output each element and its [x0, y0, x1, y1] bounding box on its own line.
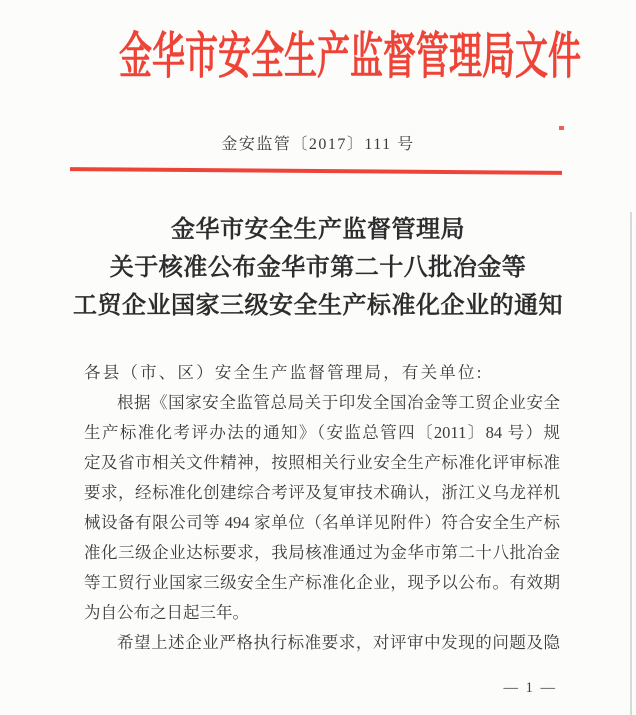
title-line: 关于核准公布金华市第二十八批冶金等: [109, 255, 527, 281]
body-line: 械设备有限公司等 494 家单位（名单详见附件）符合安全生产标: [84, 513, 560, 532]
body-line: 根据《国家安全监管总局关于印发全国冶金等工贸企业安全: [117, 393, 560, 412]
page-number: — 1 —: [503, 680, 557, 696]
body-line: 为自公布之日起三年。: [84, 603, 249, 622]
body-line: 等工贸行业国家三级安全生产标准化企业，现予以公布。有效期: [84, 573, 560, 592]
document-letterhead: [0, 26, 636, 86]
scan-artifact-dot: [559, 126, 564, 130]
document-title: [0, 211, 636, 325]
page-edge-line: [630, 212, 632, 715]
red-separator-line: [70, 167, 562, 175]
body-line: 准化三级企业达标要求，我局核准通过为金华市第二十八批冶金: [84, 543, 560, 562]
title-line: 工贸企业国家三级安全生产标准化企业的通知: [73, 293, 563, 319]
doc-reference-number: 金安监管〔2017〕111 号: [221, 136, 415, 153]
body-line: 要求，经标准化创建综合考评及复审技术确认，浙江义乌龙祥机: [84, 483, 560, 502]
document-body: [84, 358, 560, 658]
body-line: 定及省市相关文件精神，按照相关行业安全生产标准化评审标准: [84, 453, 560, 472]
title-line: 金华市安全生产监督管理局: [171, 217, 465, 243]
body-line: 希望上述企业严格执行标准要求，对评审中发现的问题及隐: [117, 633, 560, 652]
body-line: 生产标准化考评办法的通知》（安监总管四〔2011〕84 号）规: [84, 423, 560, 442]
issuing-org-title: 金华市安全生产监督管理局文件: [118, 28, 581, 84]
body-line-salutation: 各县（市、区）安全生产监督管理局，有关单位:: [84, 363, 484, 382]
